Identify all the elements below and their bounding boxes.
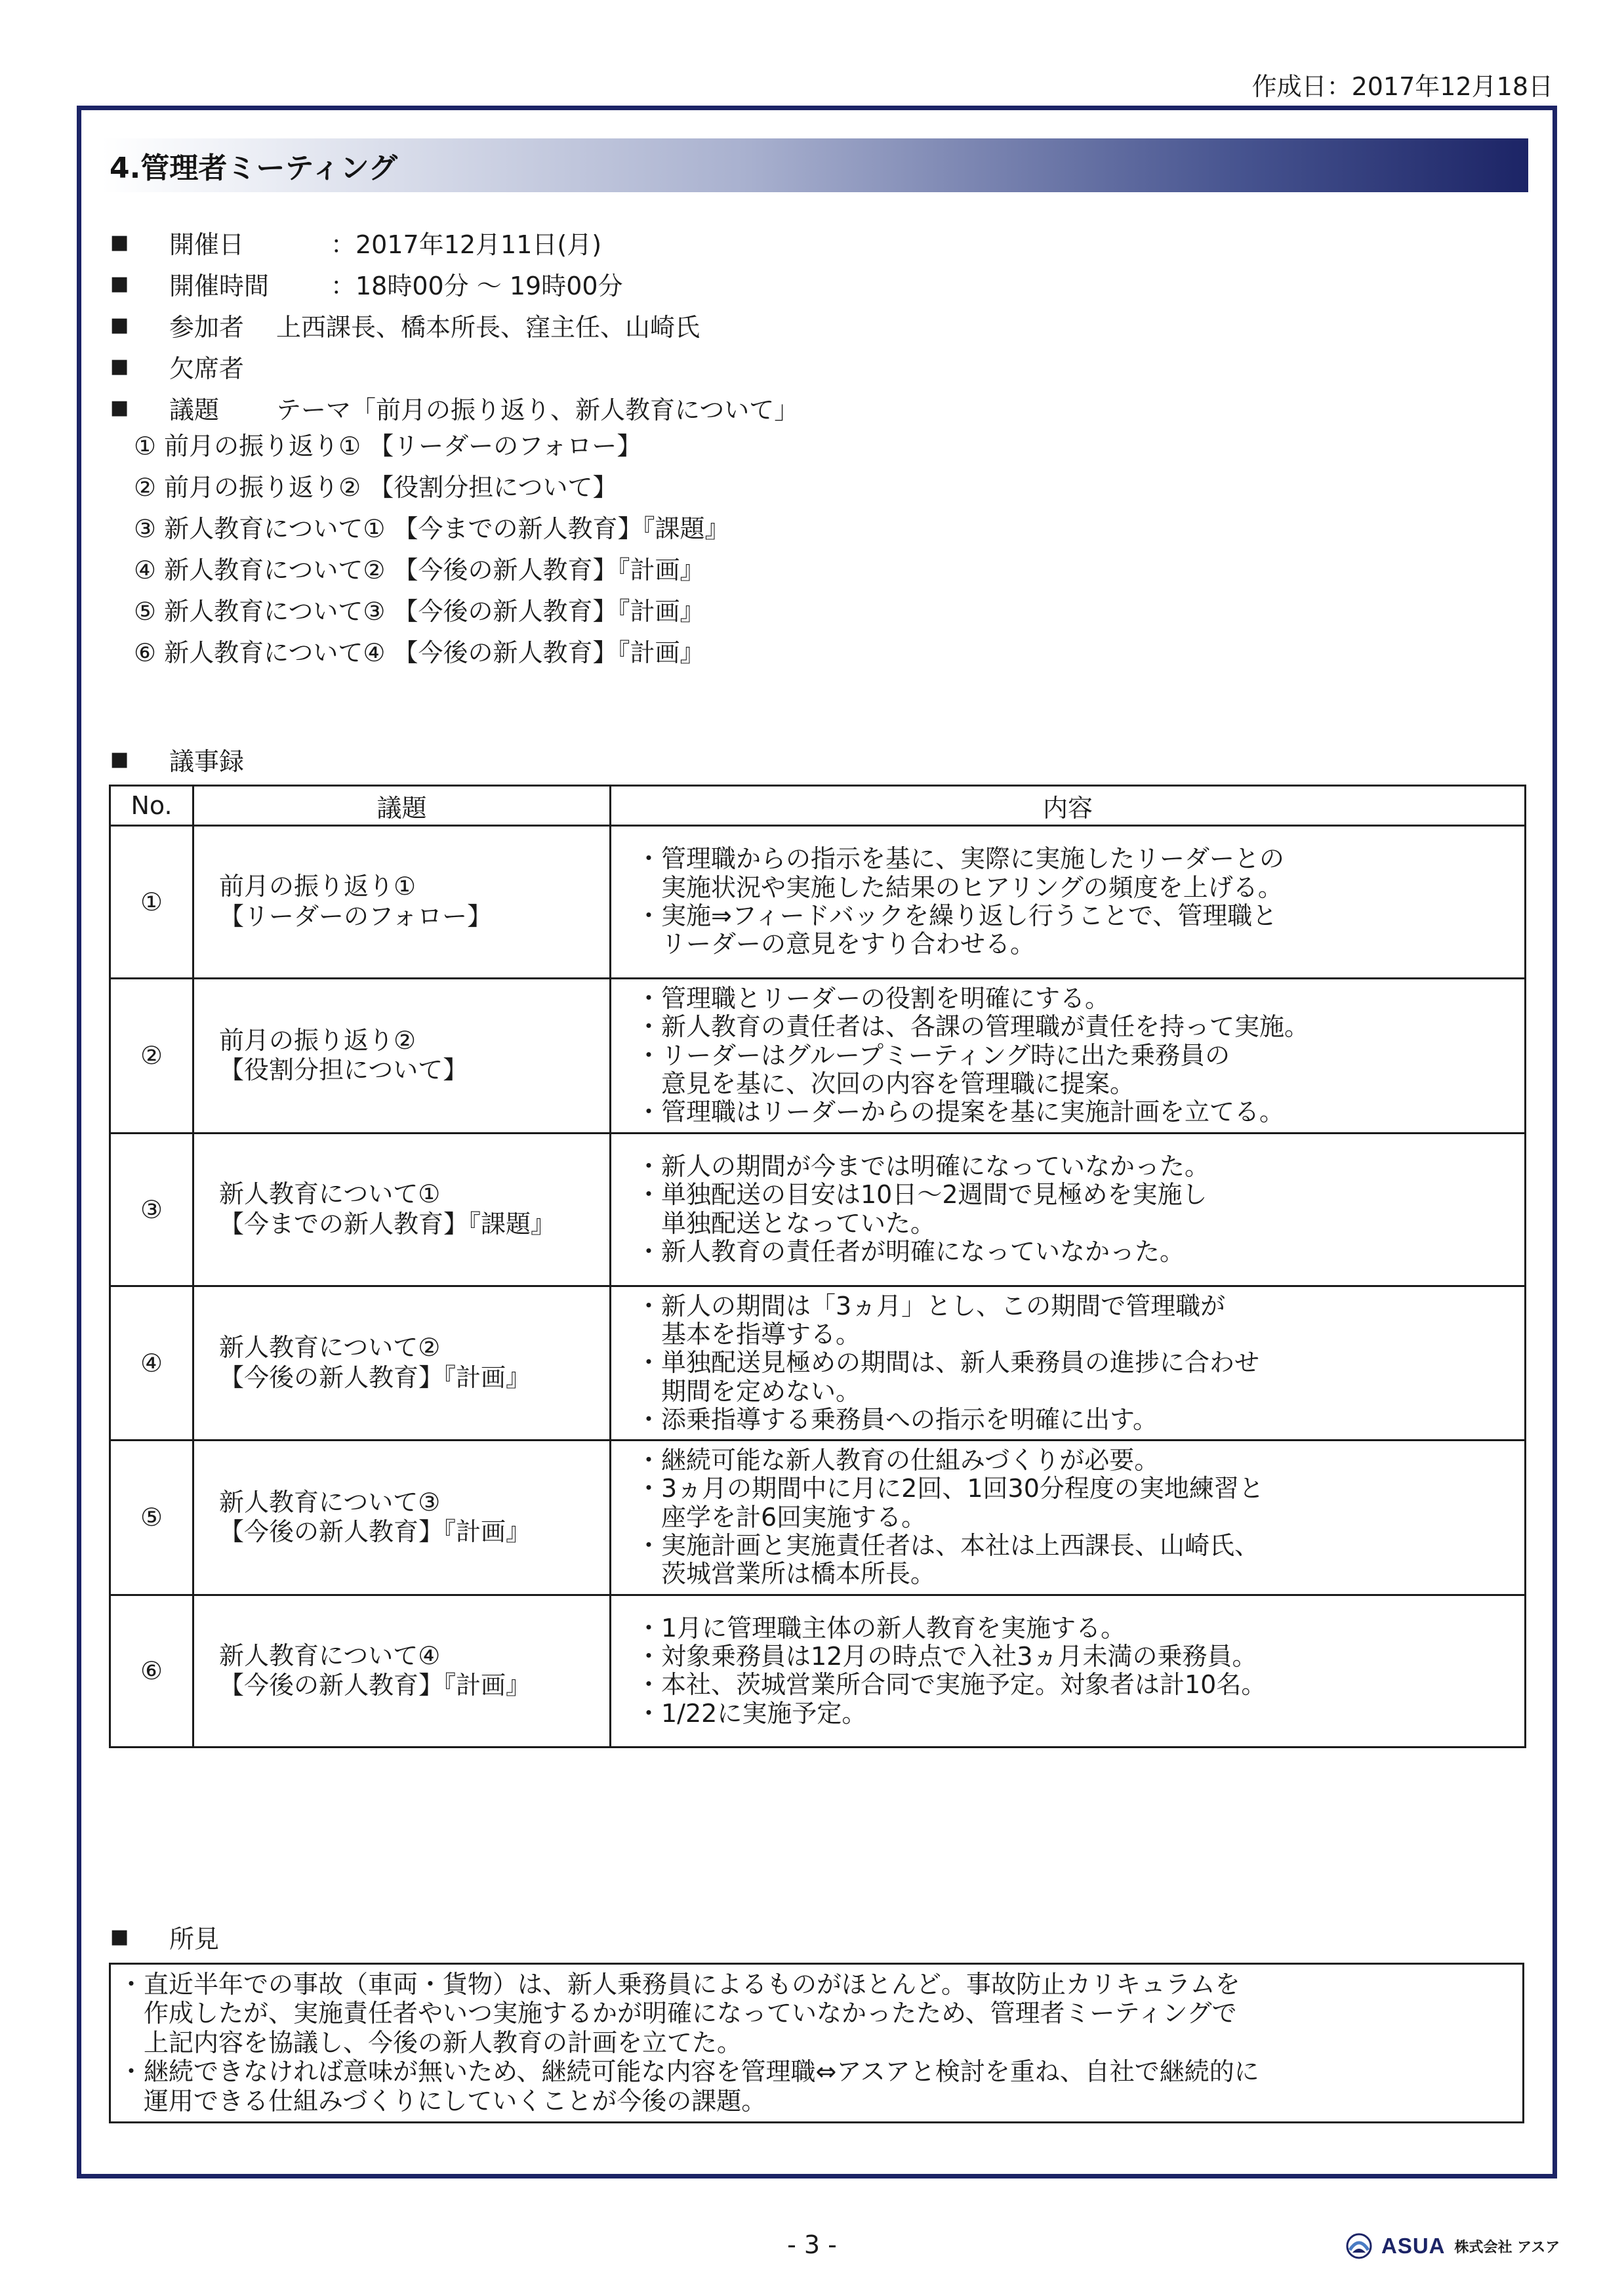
topic-line: 【リーダーのフォロー】 [219, 902, 493, 931]
agenda-value: テーマ「前月の振り返り、新人教育について」 [276, 396, 800, 424]
row-topic [193, 1441, 611, 1595]
row-topic [193, 1286, 611, 1441]
absent-label: 欠席者 [169, 354, 245, 383]
meeting-info [110, 222, 1291, 428]
logo-company-name: 株式会社 アスア [1454, 2239, 1560, 2256]
content-line: ・3ヵ月の期間中に月に2回、1回30分程度の実地練習と [636, 1474, 1264, 1503]
row-content [611, 1286, 1526, 1441]
row-content [611, 979, 1526, 1134]
row-number: ③ [110, 1133, 193, 1286]
topic-line: 新人教育について② [219, 1333, 441, 1362]
topic-line: 【今後の新人教育】『計画』 [219, 1362, 531, 1392]
topic-line: 前月の振り返り② [219, 1025, 416, 1055]
info-row-date [110, 222, 1291, 263]
findings-label: 所見 [169, 1924, 220, 1953]
agenda-label: 議題 [169, 396, 220, 424]
bullet-square: ■ [110, 272, 129, 295]
table-row [110, 1441, 1526, 1595]
topic-line: 【今までの新人教育】『課題』 [219, 1209, 556, 1238]
table-row [110, 1286, 1526, 1441]
date-value: ：2017年12月11日(月) [331, 230, 602, 259]
content-line: ・管理職とリーダーの役割を明確にする。 [636, 984, 1110, 1013]
content-line: 単独配送となっていた。 [661, 1208, 936, 1238]
company-logo [1346, 2233, 1560, 2259]
content-line: ・単独配送見極めの期間は、新人乗務員の進捗に合わせ [636, 1348, 1260, 1378]
section-title: 4.管理者ミーティング [110, 152, 397, 185]
findings-line: 作成したが、実施責任者やいつ実施するかが明確になっていなかったため、管理者ミーティングで [144, 1999, 1237, 2028]
row-number: ④ [110, 1286, 193, 1441]
row-content [611, 826, 1526, 979]
bullet-square: ■ [110, 747, 129, 771]
row-number: ② [110, 979, 193, 1134]
content-line: ・継続可能な新人教育の仕組みづくりが必要。 [636, 1446, 1160, 1475]
agenda-item: ⑥ 新人教育について④ 【今後の新人教育】『計画』 [134, 638, 705, 667]
time-value: ：18時00分 ～ 19時00分 [331, 272, 623, 300]
content-line: 座学を計6回実施する。 [661, 1502, 927, 1532]
attendees-label: 参加者 [169, 313, 245, 342]
attendees-value: 上西課長、橋本所長、窪主任、山崎氏 [276, 313, 700, 342]
row-content [611, 1441, 1526, 1595]
content-line: 意見を基に、次回の内容を管理職に提案。 [661, 1069, 1135, 1098]
content-line: 期間を定めない。 [661, 1376, 861, 1406]
topic-line: 前月の振り返り① [219, 872, 416, 901]
content-line: ・管理職からの指示を基に、実際に実施したリーダーとの [636, 844, 1285, 874]
content-line: ・新人の期間は「3ヵ月」とし、この期間で管理職が [636, 1291, 1226, 1320]
row-content [611, 1133, 1526, 1286]
info-row-time [110, 263, 1291, 304]
agenda-item: ① 前月の振り返り① 【リーダーのフォロー】 [134, 432, 642, 460]
info-row-absent [110, 346, 1291, 387]
table-header-row [110, 786, 1526, 826]
topic-line: 【役割分担について】 [219, 1055, 468, 1085]
row-number: ① [110, 826, 193, 979]
row-number: ⑥ [110, 1595, 193, 1747]
findings-line: 上記内容を協議し、今後の新人教育の計画を立てた。 [144, 2028, 742, 2057]
logo-text: ASUA [1381, 2234, 1446, 2258]
table-row [110, 1595, 1526, 1747]
minutes-heading [110, 743, 244, 775]
agenda-item: ⑤ 新人教育について③ 【今後の新人教育】『計画』 [134, 597, 705, 626]
content-line: ・1月に管理職主体の新人教育を実施する。 [636, 1613, 1126, 1643]
content-line: ・対象乗務員は12月の時点で入社3ヵ月未満の乗務員。 [636, 1641, 1257, 1671]
page-number: - 3 - [787, 2230, 837, 2259]
content-line: 基本を指導する。 [661, 1319, 861, 1349]
findings-box [109, 1963, 1524, 2123]
bullet-square: ■ [110, 314, 129, 337]
topic-line: 新人教育について④ [219, 1641, 441, 1670]
topic-line: 【今後の新人教育】『計画』 [219, 1517, 531, 1547]
content-line: ・単独配送の目安は10日～2週間で見極めを実施し [636, 1180, 1208, 1210]
content-line: ・添乗指導する乗務員への指示を明確に出す。 [636, 1404, 1158, 1434]
column-header-topic: 議題 [193, 786, 611, 826]
row-topic [193, 826, 611, 979]
row-topic [193, 1133, 611, 1286]
column-header-content: 内容 [611, 786, 1526, 826]
content-line: 実施状況や実施した結果のヒアリングの頻度を上げる。 [661, 872, 1283, 902]
findings-line: ・直近半年での事故（車両・貨物）は、新人乗務員によるものがほとんど。事故防止カリキュラムを [119, 1970, 1240, 1999]
topic-line: 【今後の新人教育】『計画』 [219, 1671, 531, 1700]
minutes-table [109, 785, 1526, 1748]
asua-logo-icon [1346, 2233, 1372, 2259]
content-line: ・実施計画と実施責任者は、本社は上西課長、山崎氏、 [636, 1531, 1260, 1561]
agenda-list [134, 423, 730, 671]
findings-line: ・継続できなければ意味が無いため、継続可能な内容を管理職⇔アスアと検討を重ね、自社で継続的に [119, 2057, 1259, 2087]
bullet-square: ■ [110, 355, 129, 378]
section-title-bar [102, 138, 1528, 192]
time-label: 開催時間 [169, 272, 270, 300]
date-label: 開催日 [169, 230, 245, 259]
row-topic [193, 1595, 611, 1747]
findings-line: 運用できる仕組みづくりにしていくことが今後の課題。 [144, 2086, 767, 2116]
agenda-item: ③ 新人教育について① 【今までの新人教育】『課題』 [134, 514, 730, 543]
row-topic [193, 979, 611, 1134]
row-number: ⑤ [110, 1441, 193, 1595]
minutes-label: 議事録 [169, 746, 245, 776]
agenda-item: ② 前月の振り返り② 【役割分担について】 [134, 473, 618, 502]
table-row [110, 1133, 1526, 1286]
bullet-square: ■ [110, 231, 129, 254]
content-line: ・新人の期間が今までは明確になっていなかった。 [636, 1151, 1210, 1181]
table-row [110, 826, 1526, 979]
content-line: ・新人教育の責任者が明確になっていなかった。 [636, 1237, 1185, 1266]
agenda-item: ④ 新人教育について② 【今後の新人教育】『計画』 [134, 556, 705, 584]
content-line: ・1/22に実施予定。 [636, 1698, 867, 1728]
content-line: ・実施⇒フィードバックを繰り返し行うことで、管理職と [636, 901, 1278, 930]
content-line: ・本社、茨城営業所合同で実施予定。対象者は計10名。 [636, 1670, 1267, 1700]
info-row-agenda [110, 387, 1291, 428]
topic-line: 新人教育について③ [219, 1487, 441, 1517]
column-header-no: No. [110, 786, 193, 826]
row-content [611, 1595, 1526, 1747]
bullet-square: ■ [110, 1925, 129, 1948]
table-row [110, 979, 1526, 1134]
bullet-square: ■ [110, 396, 129, 419]
content-line: 茨城営業所は橋本所長。 [661, 1559, 936, 1589]
info-row-attendees [110, 304, 1291, 346]
content-line: ・新人教育の責任者は、各課の管理職が責任を持って実施。 [636, 1012, 1310, 1042]
content-line: リーダーの意見をすり合わせる。 [661, 930, 1036, 959]
created-date: 作成日：2017年12月18日 [1251, 72, 1553, 101]
findings-heading [110, 1920, 219, 1953]
content-line: ・管理職はリーダーからの提案を基に実施計画を立てる。 [636, 1097, 1285, 1127]
content-line: ・リーダーはグループミーティング時に出た乗務員の [636, 1040, 1230, 1070]
topic-line: 新人教育について① [219, 1179, 441, 1208]
